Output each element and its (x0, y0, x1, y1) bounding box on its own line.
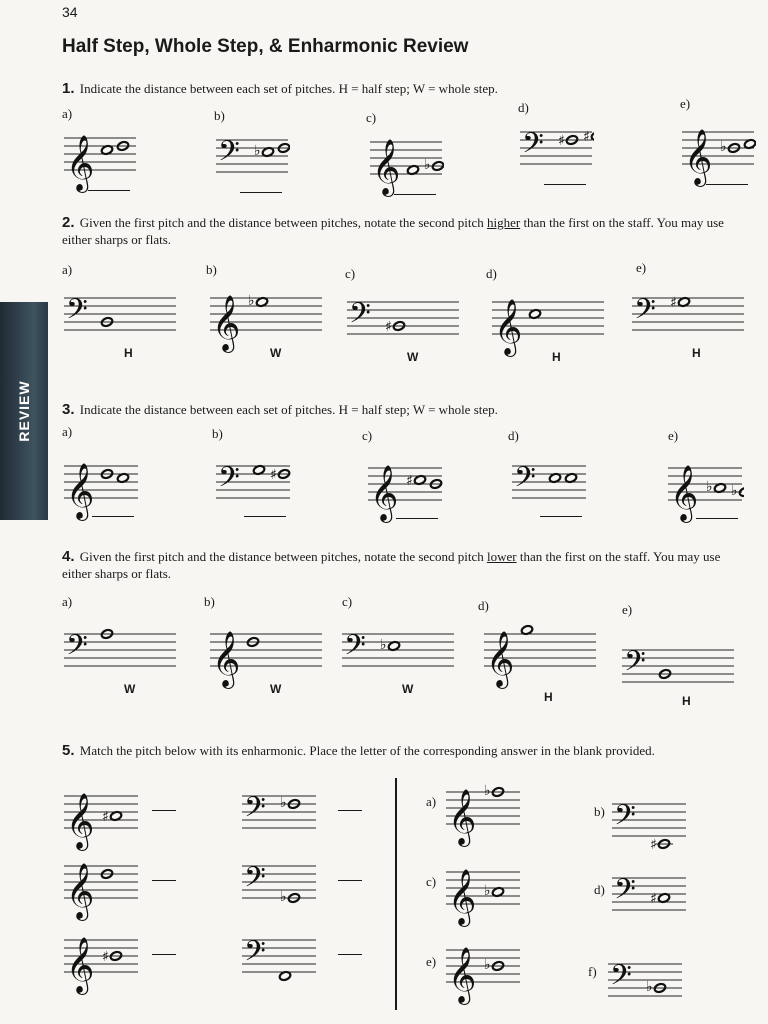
instruction-5: 5. Match the pitch below with its enharmonic. Place the letter of the corresponding answer in the blank provided. (62, 742, 655, 759)
s1-staff-d (518, 112, 594, 192)
s4-label-e: e) (622, 602, 633, 617)
s4-step-b: W (270, 682, 282, 696)
s2-step-b: W (270, 346, 282, 360)
bass-clef-icon: 𝄢 (624, 645, 646, 685)
treble-clef-icon: 𝄞 (66, 937, 95, 993)
s2-label-d: d) (486, 266, 497, 281)
s4-staff-e (620, 630, 736, 710)
instruction-4: 4. Given the first pitch and the distance between pitches, notate the second pitch lower than the first on the staff. You may use either sharps or flats. (62, 548, 721, 581)
s1-answer-blank-e[interactable] (706, 184, 748, 185)
treble-clef-icon: 𝄞 (670, 465, 699, 521)
s5-prompt-staff-1 (62, 776, 140, 856)
side-tab-label: REVIEW (16, 380, 32, 442)
bass-clef-icon: 𝄢 (349, 297, 371, 337)
s2-staff-b (208, 278, 324, 358)
sharp-icon: ♯ (406, 473, 413, 489)
s4-step-d: H (544, 690, 553, 704)
s2-label-b: b) (206, 262, 217, 277)
bass-clef-icon: 𝄢 (344, 629, 366, 669)
s5-match-blank-4[interactable] (338, 880, 362, 881)
s5-prompt-staff-4 (240, 846, 318, 926)
s5-prompt-staff-5 (62, 920, 140, 1000)
s5-choice-staff-a (444, 772, 522, 852)
bass-clef-icon: 𝄢 (614, 799, 636, 839)
s5-choice-label-f: f) (588, 964, 597, 979)
flat-icon: ♭ (646, 979, 653, 995)
sharp-icon: ♯ (670, 295, 677, 311)
s4-label-b: b) (204, 594, 215, 609)
sharp-icon: ♯ (650, 837, 657, 853)
review-side-tab (0, 302, 48, 520)
s4-staff-a (62, 614, 178, 694)
flat-icon: ♭ (484, 883, 491, 899)
sharp-icon: ♯ (385, 319, 392, 335)
sharp-icon: ♯ (583, 129, 590, 145)
s3-label-a: a) (62, 424, 73, 439)
flat-icon: ♭ (484, 957, 491, 973)
flat-icon: ♭ (280, 795, 287, 811)
s5-choice-label-c: c) (426, 874, 437, 889)
s2-label-a: a) (62, 262, 73, 277)
flat-icon: ♭ (280, 889, 287, 905)
s4-staff-d (482, 614, 598, 694)
flat-icon: ♭ (484, 783, 491, 799)
s3-answer-blank-c[interactable] (396, 518, 438, 519)
s2-step-d: H (552, 350, 561, 364)
bass-clef-icon: 𝄢 (634, 293, 656, 333)
s5-match-blank-5[interactable] (152, 954, 176, 955)
bass-clef-icon: 𝄢 (244, 861, 266, 901)
s4-staff-c (340, 614, 456, 694)
page-number: 34 (62, 4, 78, 20)
s5-choice-label-d: d) (594, 882, 605, 897)
flat-icon: ♭ (380, 637, 387, 653)
s5-choice-staff-f (606, 944, 684, 1024)
treble-clef-icon: 𝄞 (684, 129, 713, 185)
s1-label-c: c) (366, 110, 377, 125)
treble-clef-icon: 𝄞 (212, 295, 241, 351)
instruction-3: 3. Indicate the distance between each set of pitches. H = half step; W = whole step. (62, 401, 498, 418)
s3-answer-blank-b[interactable] (244, 516, 286, 517)
s3-staff-d (510, 446, 588, 526)
flat-icon: ♭ (424, 157, 431, 173)
instruction-2: 2. Given the first pitch and the distance between pitches, notate the second pitch higher than the first on the staff. You may use either sharps or flats. (62, 214, 724, 247)
bass-clef-icon: 𝄢 (218, 135, 240, 175)
treble-clef-icon: 𝄞 (66, 463, 95, 519)
treble-clef-icon: 𝄞 (448, 869, 477, 925)
s2-step-e: H (692, 346, 701, 360)
s5-choice-label-b: b) (594, 804, 605, 819)
s1-label-d: d) (518, 100, 529, 115)
treble-clef-icon: 𝄞 (448, 789, 477, 845)
treble-clef-icon: 𝄞 (212, 631, 241, 687)
treble-clef-icon: 𝄞 (66, 135, 95, 191)
s5-choice-staff-b (610, 784, 688, 864)
s1-staff-b (214, 120, 290, 200)
sharp-icon: ♯ (650, 891, 657, 907)
s1-label-b: b) (214, 108, 225, 123)
s4-step-c: W (402, 682, 414, 696)
s5-prompt-staff-2 (240, 776, 318, 856)
bass-clef-icon: 𝄢 (522, 127, 544, 167)
s2-staff-e (630, 278, 746, 358)
s2-staff-a (62, 278, 178, 358)
s5-prompt-staff-3 (62, 846, 140, 926)
treble-clef-icon: 𝄞 (448, 947, 477, 1003)
instruction-1: 1. Indicate the distance between each set of pitches. H = half step; W = whole step. (62, 80, 498, 97)
s4-label-a: a) (62, 594, 73, 609)
s4-label-c: c) (342, 594, 353, 609)
s3-label-c: c) (362, 428, 373, 443)
bass-clef-icon: 𝄢 (244, 935, 266, 975)
treble-clef-icon: 𝄞 (494, 299, 523, 355)
sharp-icon: ♯ (102, 809, 109, 825)
bass-clef-icon: 𝄢 (244, 791, 266, 831)
s3-staff-b (214, 446, 292, 526)
bass-clef-icon: 𝄢 (218, 461, 240, 501)
treble-clef-icon: 𝄞 (66, 863, 95, 919)
bass-clef-icon: 𝄢 (514, 461, 536, 501)
s5-match-blank-6[interactable] (338, 954, 362, 955)
page-title: Half Step, Whole Step, & Enharmonic Review (62, 36, 469, 57)
s5-match-blank-3[interactable] (152, 880, 176, 881)
s2-staff-d (490, 282, 606, 362)
s4-step-e: H (682, 694, 691, 708)
s4-staff-b (208, 614, 324, 694)
s3-label-e: e) (668, 428, 679, 443)
treble-clef-icon: 𝄞 (372, 139, 401, 195)
s2-step-c: W (407, 350, 419, 364)
bass-clef-icon: 𝄢 (66, 293, 88, 333)
treble-clef-icon: 𝄞 (66, 793, 95, 849)
s1-label-e: e) (680, 96, 691, 111)
s5-match-blank-1[interactable] (152, 810, 176, 811)
s5-prompt-staff-6 (240, 920, 318, 1000)
s3-answer-blank-d[interactable] (540, 516, 582, 517)
s3-staff-e (666, 448, 744, 528)
s5-match-blank-2[interactable] (338, 810, 362, 811)
treble-clef-icon: 𝄞 (370, 465, 399, 521)
s3-staff-c (366, 448, 444, 528)
s5-choice-label-e: e) (426, 954, 437, 969)
s3-answer-blank-a[interactable] (92, 516, 134, 517)
sharp-icon: ♯ (558, 133, 565, 149)
flat-icon: ♭ (248, 293, 255, 309)
s2-label-c: c) (345, 266, 356, 281)
s3-label-d: d) (508, 428, 519, 443)
bass-clef-icon: 𝄢 (610, 959, 632, 999)
flat-icon: ♭ (720, 139, 727, 155)
s2-step-a: H (124, 346, 133, 360)
matching-divider (395, 778, 397, 1010)
s5-choice-staff-d (610, 858, 688, 938)
flat-icon: ♭ (706, 479, 713, 495)
s5-choice-label-a: a) (426, 794, 437, 809)
s5-choice-staff-c (444, 852, 522, 932)
s3-label-b: b) (212, 426, 223, 441)
flat-icon: ♭ (254, 143, 261, 159)
s1-label-a: a) (62, 106, 73, 121)
s5-choice-staff-e (444, 930, 522, 1010)
bass-clef-icon: 𝄢 (66, 629, 88, 669)
flat-icon: ♭ (731, 483, 738, 499)
sharp-icon: ♯ (102, 949, 109, 965)
s4-step-a: W (124, 682, 136, 696)
s4-label-d: d) (478, 598, 489, 613)
sharp-icon: ♯ (270, 467, 277, 483)
s2-label-e: e) (636, 260, 647, 275)
s3-answer-blank-e[interactable] (696, 518, 738, 519)
treble-clef-icon: 𝄞 (486, 631, 515, 687)
s1-answer-blank-c[interactable] (394, 194, 436, 195)
bass-clef-icon: 𝄢 (614, 873, 636, 913)
s3-staff-a (62, 446, 140, 526)
s1-answer-blank-a[interactable] (88, 190, 130, 191)
s1-staff-e (680, 112, 756, 192)
s1-answer-blank-b[interactable] (240, 192, 282, 193)
s1-staff-a (62, 118, 138, 198)
s2-staff-c (345, 282, 461, 362)
s1-staff-c (368, 122, 444, 202)
s1-answer-blank-d[interactable] (544, 184, 586, 185)
